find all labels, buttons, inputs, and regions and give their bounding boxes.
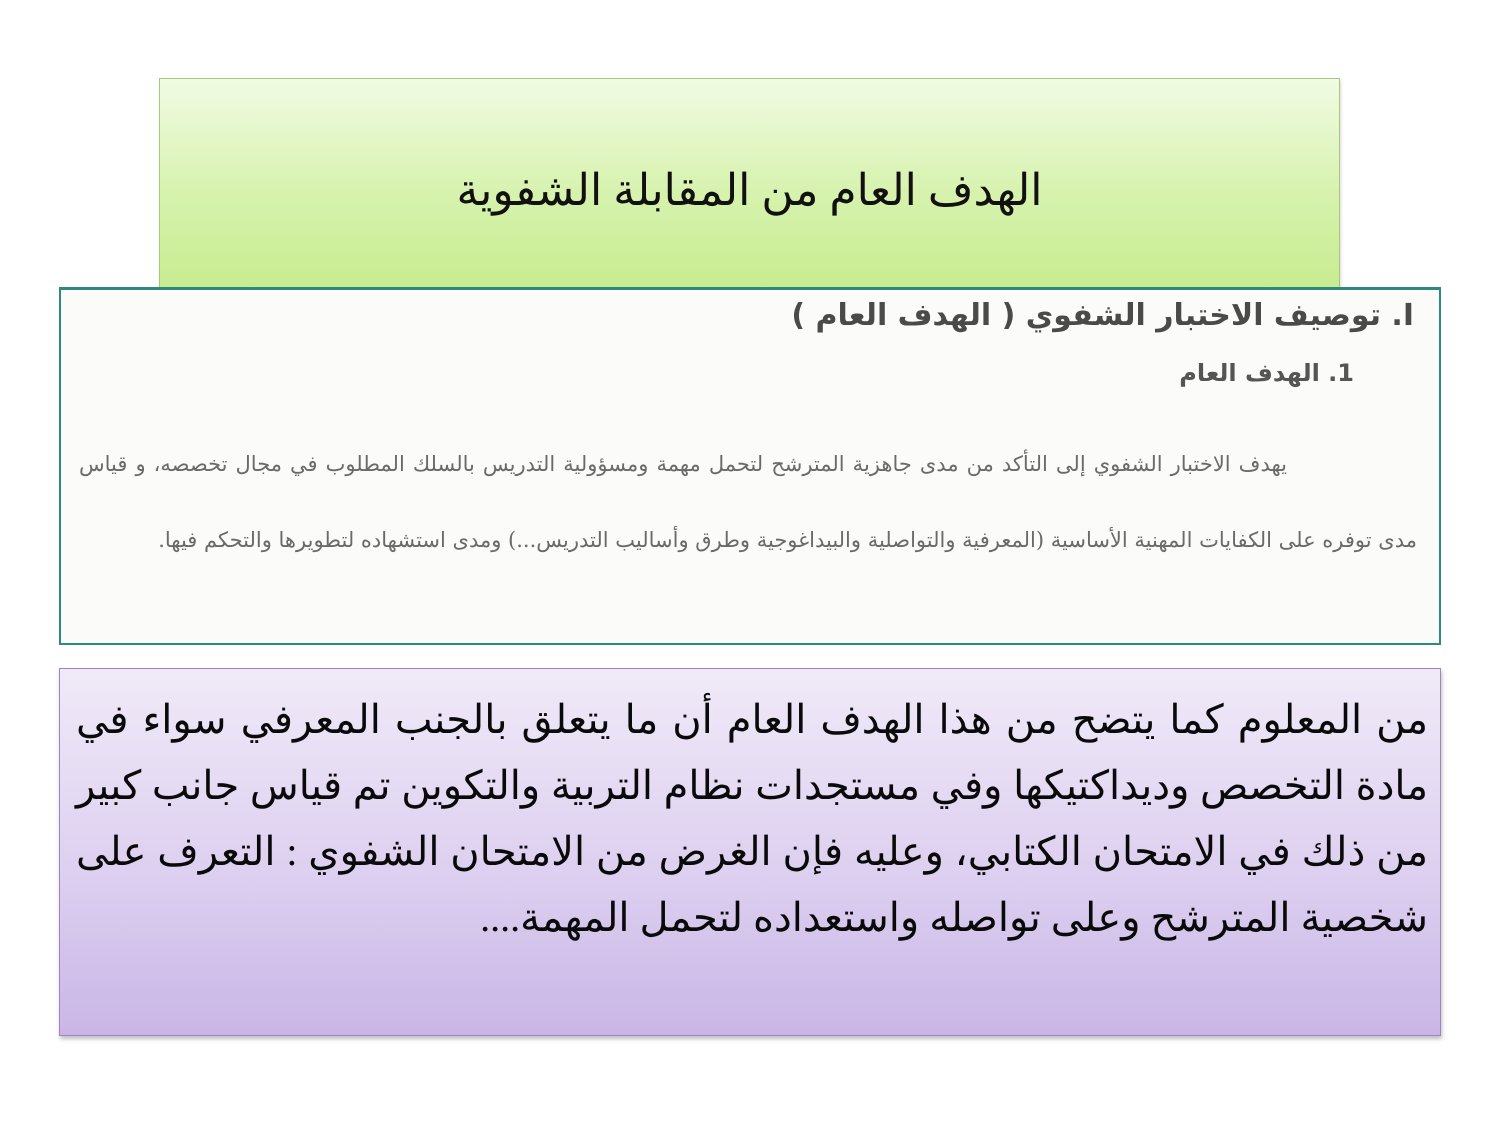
excerpt-heading: I. توصيف الاختبار الشفوي ( الهدف العام ) — [791, 298, 1414, 333]
note-text: من المعلوم كما يتضح من هذا الهدف العام أن ما يتعلق بالجنب المعرفي سواء في مادة التخصص وديداكتيكها وفي مستجدات نظام التربية والتكوين تم قياس جانب كبير من ذلك في الامتحان الكتابي، وعليه فإن الغرض من الامتحان الشفوي : التعرف على شخصية المترشح وعلى تواصله واستعداده لتحمل المهمة.... — [76, 697, 1428, 940]
scanned-excerpt — [59, 287, 1441, 645]
excerpt-paragraph: يهدف الاختبار الشفوي إلى التأكد من مدى جاهزية المترشح لتحمل مهمة ومسؤولية التدريس بالسلك المطلوب في مجال تخصصه، و قياس مدى توفره على الكفايات المهنية الأساسية (المعرفية والتواصلية والبيداغوجية وطرق وأساليب التدريس...) ومدى استشهاده لتطويرها والتحكم فيها. — [79, 452, 1417, 552]
note-box — [59, 668, 1441, 1036]
excerpt-subheading: 1. الهدف العام — [1179, 359, 1354, 387]
slide-title: الهدف العام من المقابلة الشفوية — [456, 166, 1043, 215]
slide-title-box — [159, 78, 1340, 292]
